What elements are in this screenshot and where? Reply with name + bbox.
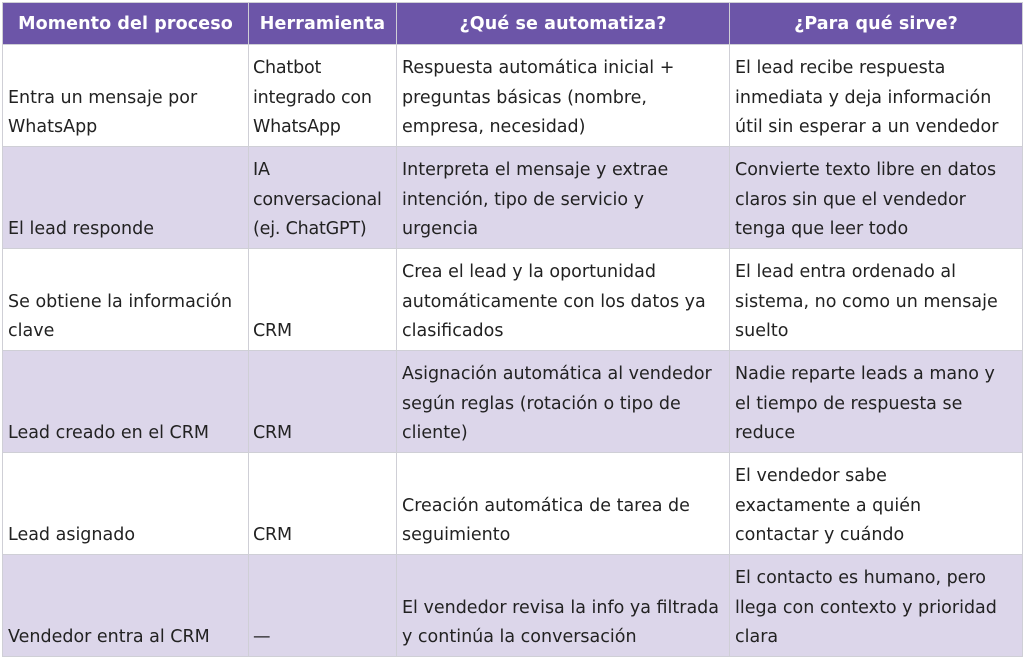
cell-automatiza-text: El vendedor revisa la info ya filtrada y continúa la conversación [402, 597, 720, 648]
header-que-automatiza: ¿Qué se automatiza? [397, 3, 730, 45]
cell-herramienta [249, 555, 397, 657]
cell-momento [3, 45, 249, 147]
cell-momento [3, 351, 249, 453]
cell-herramienta-text: IA conversacional (ej. ChatGPT) [253, 160, 382, 240]
cell-momento-text: Entra un mensaje por WhatsApp [8, 87, 198, 138]
table-row [3, 351, 1023, 453]
cell-automatiza [397, 453, 730, 555]
cell-herramienta [249, 249, 397, 351]
table-row [3, 45, 1023, 147]
cell-herramienta [249, 351, 397, 453]
cell-sirve [730, 45, 1023, 147]
cell-herramienta-text: CRM [253, 525, 292, 546]
process-automation-table [2, 2, 1023, 657]
cell-momento-text: Se obtiene la información clave [8, 291, 233, 342]
cell-sirve [730, 453, 1023, 555]
cell-sirve [730, 249, 1023, 351]
cell-sirve-text: Convierte texto libre en datos claros sin que el vendedor tenga que leer todo [735, 160, 997, 240]
cell-momento [3, 147, 249, 249]
cell-herramienta [249, 45, 397, 147]
cell-automatiza-text: Interpreta el mensaje y extrae intención, tipo de servicio y urgencia [402, 160, 669, 240]
cell-automatiza [397, 555, 730, 657]
table-row [3, 453, 1023, 555]
table-row [3, 147, 1023, 249]
header-para-que-sirve: ¿Para qué sirve? [730, 3, 1023, 45]
cell-momento-text: Vendedor entra al CRM [8, 627, 210, 648]
cell-herramienta [249, 147, 397, 249]
cell-herramienta [249, 453, 397, 555]
table-row [3, 249, 1023, 351]
cell-automatiza [397, 351, 730, 453]
cell-automatiza [397, 147, 730, 249]
cell-automatiza-text: Respuesta automática inicial + preguntas básicas (nombre, empresa, necesidad) [402, 58, 675, 138]
header-herramienta: Herramienta [249, 3, 397, 45]
cell-herramienta-text: CRM [253, 423, 292, 444]
cell-herramienta-text: Chatbot integrado con WhatsApp [253, 58, 372, 138]
cell-sirve [730, 351, 1023, 453]
cell-momento [3, 555, 249, 657]
cell-momento-text: El lead responde [8, 219, 154, 240]
table-header-row [3, 3, 1023, 45]
cell-sirve-text: El contacto es humano, pero llega con contexto y prioridad clara [735, 568, 997, 648]
cell-momento [3, 249, 249, 351]
cell-automatiza-text: Crea el lead y la oportunidad automáticamente con los datos ya clasificados [402, 262, 706, 342]
cell-momento-text: Lead asignado [8, 525, 136, 546]
cell-automatiza-text: Asignación automática al vendedor según reglas (rotación o tipo de cliente) [402, 364, 712, 444]
table-row [3, 555, 1023, 657]
cell-automatiza [397, 249, 730, 351]
cell-sirve [730, 147, 1023, 249]
cell-sirve-text: El lead recibe respuesta inmediata y deja información útil sin esperar a un vendedor [735, 58, 999, 138]
cell-automatiza [397, 45, 730, 147]
cell-herramienta-text: CRM [253, 321, 292, 342]
cell-sirve-text: Nadie reparte leads a mano y el tiempo de respuesta se reduce [735, 364, 995, 444]
cell-automatiza-text: Creación automática de tarea de seguimiento [402, 495, 690, 546]
cell-momento-text: Lead creado en el CRM [8, 423, 209, 444]
cell-sirve [730, 555, 1023, 657]
cell-sirve-text: El lead entra ordenado al sistema, no como un mensaje suelto [735, 262, 998, 342]
process-automation-table-container [2, 2, 1023, 657]
cell-herramienta-text: — [253, 627, 271, 648]
cell-sirve-text: El vendedor sabe exactamente a quién contactar y cuándo [735, 466, 922, 546]
cell-momento [3, 453, 249, 555]
header-momento: Momento del proceso [3, 3, 249, 45]
